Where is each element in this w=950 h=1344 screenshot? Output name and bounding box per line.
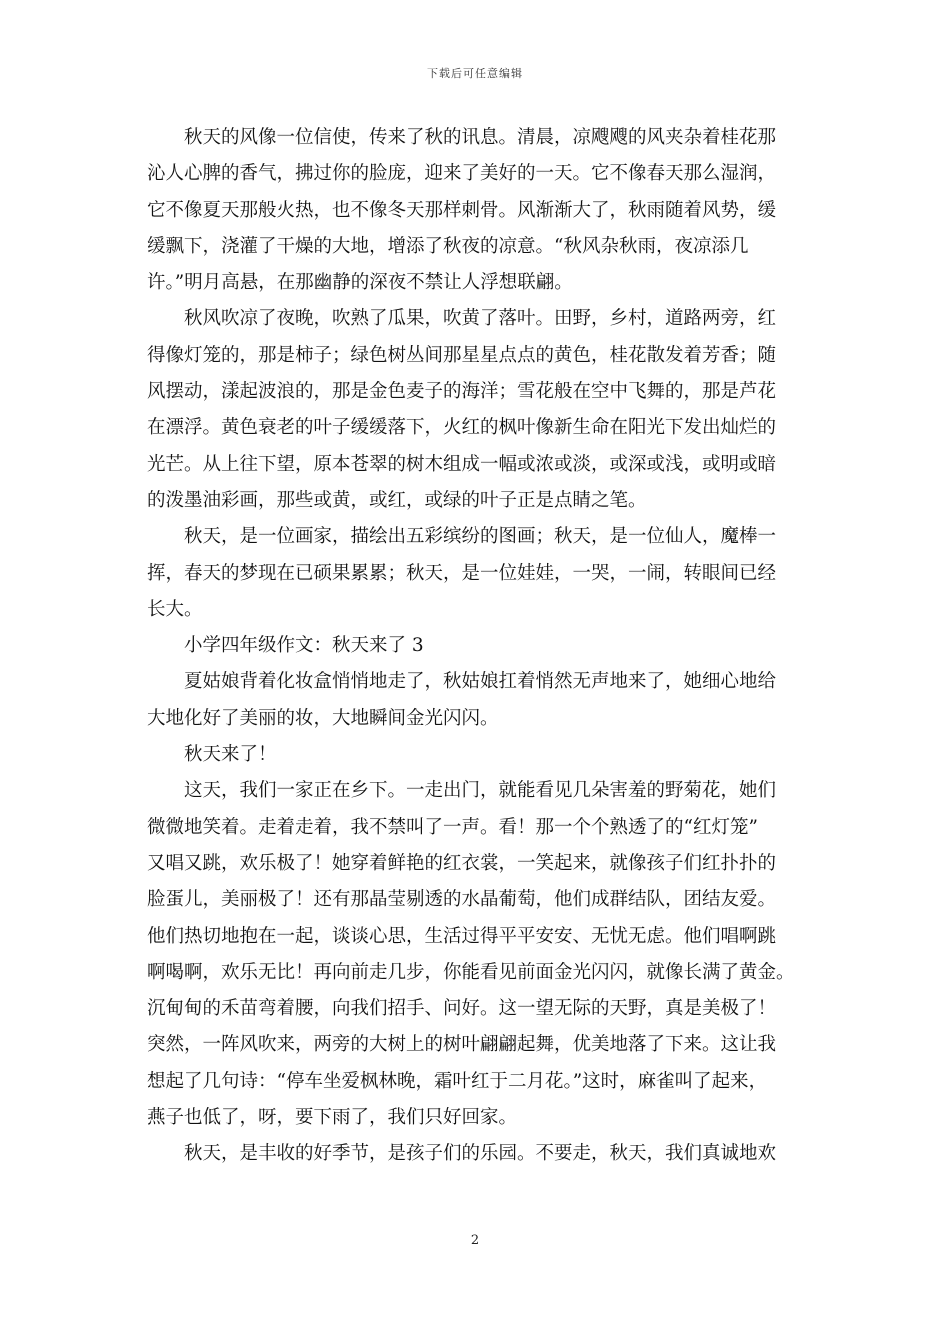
text-line: 它不像夏天那般火热，也不像冬天那样刺骨。风渐渐大了，秋雨随着风势，缓	[147, 199, 777, 221]
text-line: 在漂浮。黄色衰老的叶子缓缓落下，火红的枫叶像新生命在阳光下发出灿烂的	[147, 417, 777, 439]
text-line: 脸蛋儿，美丽极了！还有那晶莹剔透的水晶葡萄，他们成群结队，团结友爱。	[147, 889, 777, 911]
text-line: 微微地笑着。走着走着，我不禁叫了一声。看！那一个个熟透了的“红灯笼”	[147, 816, 758, 838]
text-line: 秋天，是丰收的好季节，是孩子们的乐园。不要走，秋天，我们真诚地欢	[147, 1143, 777, 1165]
text-line: 燕子也低了，呀，要下雨了，我们只好回家。	[147, 1107, 518, 1129]
page-number: 2	[470, 1233, 480, 1248]
text-line: 得像灯笼的，那是柿子；绿色树丛间那星星点点的黄色，桂花散发着芳香；随	[147, 344, 777, 366]
text-line: 秋风吹凉了夜晚，吹熟了瓜果，吹黄了落叶。田野，乡村，道路两旁，红	[147, 308, 777, 330]
document-body	[147, 120, 813, 1173]
text-line: 又唱又跳，欢乐极了！她穿着鲜艳的红衣裳，一笑起来，就像孩子们红扑扑的	[147, 852, 777, 874]
text-line: 夏姑娘背着化妆盒悄悄地走了，秋姑娘扛着悄然无声地来了，她细心地给	[147, 671, 777, 693]
text-line: 啊喝啊，欢乐无比！再向前走几步，你能看见前面金光闪闪，就像长满了黄金。	[147, 961, 795, 983]
text-line: 长大。	[147, 598, 203, 620]
text-line: 许。”明月高悬，在那幽静的深夜不禁让人浮想联翩。	[147, 272, 573, 294]
page-header: 下载后可任意编辑	[427, 67, 523, 80]
text-line: 挥，春天的梦现在已硕果累累；秋天，是一位娃娃，一哭，一闹，转眼间已经	[147, 562, 777, 584]
section-title: 小学四年级作文：秋天来了 3	[147, 635, 424, 657]
text-line: 沉甸甸的禾苗弯着腰，向我们招手、问好。这一望无际的天野，真是美极了！	[147, 998, 777, 1020]
text-line: 光芒。从上往下望，原本苍翠的树木组成一幅或浓或淡，或深或浅，或明或暗	[147, 453, 777, 475]
text-line: 这天，我们一家正在乡下。一走出门，就能看见几朵害羞的野菊花，她们	[147, 780, 777, 802]
text-line: 他们热切地抱在一起，谈谈心思，生活过得平平安安、无忧无虑。他们唱啊跳	[147, 925, 777, 947]
text-line: 沁人心脾的香气，拂过你的脸庞，迎来了美好的一天。它不像春天那么湿润，	[147, 163, 777, 185]
text-line: 的泼墨油彩画，那些或黄，或红，或绿的叶子正是点睛之笔。	[147, 489, 647, 511]
text-line: 秋天的风像一位信使，传来了秋的讯息。清晨，凉飕飕的风夹杂着桂花那	[147, 127, 777, 148]
text-line: 秋天，是一位画家，描绘出五彩缤纷的图画；秋天，是一位仙人，魔棒一	[147, 526, 777, 548]
text-line: 大地化好了美丽的妆，大地瞬间金光闪闪。	[147, 707, 499, 729]
text-line: 风摆动，漾起波浪的，那是金色麦子的海洋；雪花般在空中飞舞的，那是芦花	[147, 381, 777, 403]
text-line: 想起了几句诗：“停车坐爱枫林晚，霜叶红于二月花。”这时，麻雀叫了起来，	[147, 1070, 768, 1092]
text-line: 缓飘下，浇灌了干燥的大地，增添了秋夜的凉意。“秋风杂秋雨，夜凉添几	[147, 235, 749, 257]
text-line: 秋天来了！	[147, 744, 277, 766]
text-line: 突然，一阵风吹来，两旁的大树上的树叶翩翩起舞，优美地落了下来。这让我	[147, 1034, 777, 1056]
